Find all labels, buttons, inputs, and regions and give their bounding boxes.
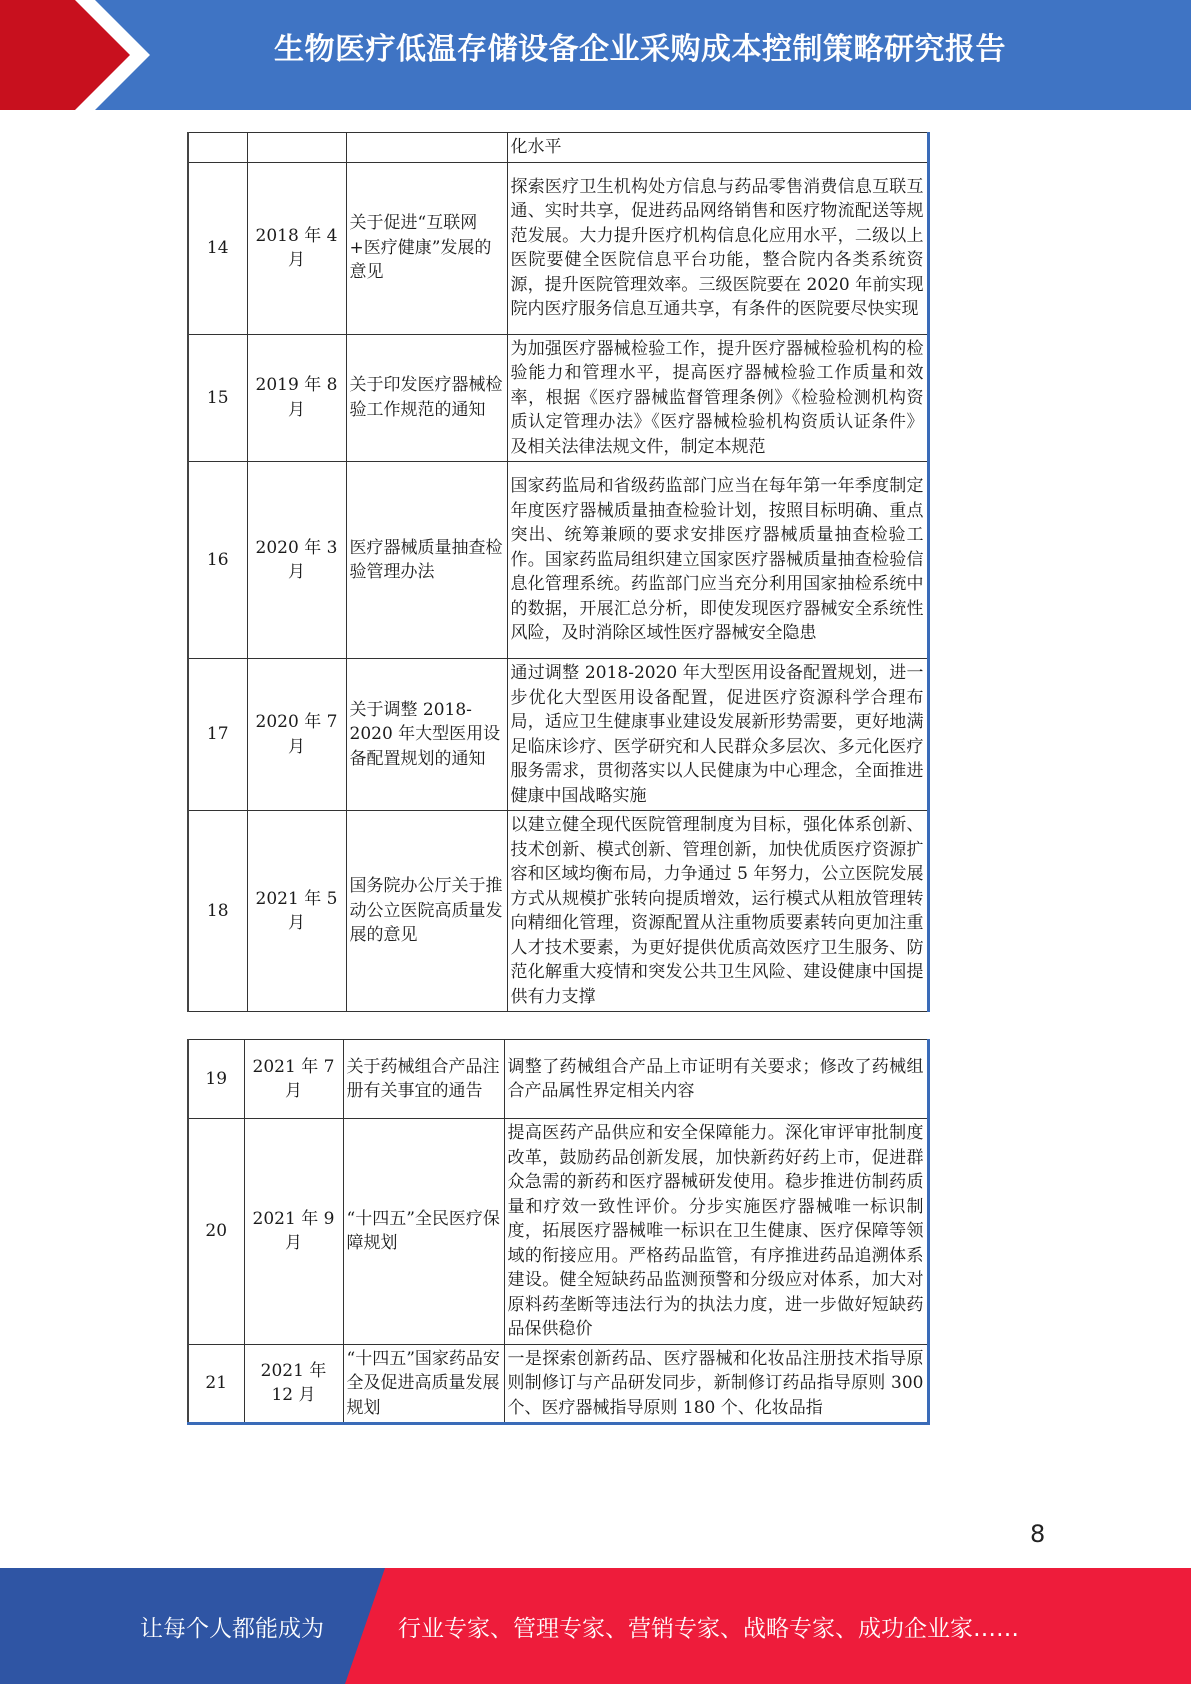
table-row: [188, 1119, 928, 1345]
row-number: 19: [188, 1040, 244, 1119]
row-content: 调整了药械组合产品上市证明有关要求；修改了药械组合产品属性界定相关内容: [504, 1040, 928, 1119]
row-policy-title: “十四五”全民医疗保障规划: [343, 1119, 504, 1345]
policy-table-part-1: [187, 132, 930, 1012]
row-content: 一是探索创新药品、医疗器械和化妆品注册技术指导原则制修订与产品研发同步，新制修订药品指导原则 300 个、医疗器械指导原则 180 个、化妆品指: [504, 1344, 928, 1424]
page-number: 8: [1030, 1520, 1046, 1548]
table-row: [188, 1344, 928, 1424]
row-date: 2018 年 4 月: [247, 162, 346, 334]
row-number: 21: [188, 1344, 244, 1424]
row-number: 15: [188, 334, 247, 462]
row-date: 2021 年 5 月: [247, 811, 346, 1012]
footer-slogan-left: 让每个人都能成为: [140, 1616, 324, 1642]
row-number: 20: [188, 1119, 244, 1345]
row-date: 2020 年 7 月: [247, 659, 346, 811]
row-number: 17: [188, 659, 247, 811]
row-date: 2019 年 8 月: [247, 334, 346, 462]
row-content: 国家药监局和省级药监部门应当在每年第一年季度制定年度医疗器械质量抽查检验计划，按照目标明确、重点突出、统筹兼顾的要求安排医疗器械质量抽查检验工作。国家药监局组织建立国家医疗器械质量抽查检验信息化管理系统。药监部门应当充分利用国家抽检系统中的数据，开展汇总分析，即使发现医疗器械安全系统性风险，及时消除区域性医疗器械安全隐患: [507, 462, 928, 659]
table-row: [188, 659, 928, 811]
row-date: 2021 年 7 月: [244, 1040, 343, 1119]
row-date: [247, 133, 346, 163]
page-footer: [0, 1568, 1191, 1684]
table-row: [188, 1040, 928, 1119]
row-policy-title: 国务院办公厅关于推动公立医院高质量发展的意见: [346, 811, 507, 1012]
page-header: [0, 0, 1191, 110]
header-chevron-graphic: [0, 0, 160, 110]
table-row: [188, 811, 928, 1012]
row-policy-title: 关于促进“互联网+医疗健康”发展的意见: [346, 162, 507, 334]
row-number: [188, 133, 247, 163]
row-number: 18: [188, 811, 247, 1012]
row-content: 以建立健全现代医院管理制度为目标，强化体系创新、技术创新、模式创新、管理创新，加快优质医疗资源扩容和区域均衡布局，力争通过 5 年努力，公立医院发展方式从规模扩张转向提质增效，运行模式从粗放管理转向精细化管理，资源配置从注重物质要素转向更加注重人才技术要素，为更好提供优质高效医疗卫生服务、防范化解重大疫情和突发公共卫生风险、建设健康中国提供有力支撑: [507, 811, 928, 1012]
row-policy-title: 医疗器械质量抽查检验管理办法: [346, 462, 507, 659]
row-content: 提高医药产品供应和安全保障能力。深化审评审批制度改革，鼓励药品创新发展，加快新药好药上市，促进群众急需的新药和医疗器械研发使用。稳步推进仿制药质量和疗效一致性评价。分步实施医疗器械唯一标识制度，拓展医疗器械唯一标识在卫生健康、医疗保障等领域的衔接应用。严格药品监管，有序推进药品追溯体系建设。健全短缺药品监测预警和分级应对体系，加大对原料药垄断等违法行为的执法力度，进一步做好短缺药品保供稳价: [504, 1119, 928, 1345]
row-number: 14: [188, 162, 247, 334]
table-row: [188, 162, 928, 334]
row-policy-title: [346, 133, 507, 163]
row-policy-title: “十四五”国家药品安全及促进高质量发展规划: [343, 1344, 504, 1424]
table-row: [188, 334, 928, 462]
row-date: 2020 年 3 月: [247, 462, 346, 659]
policy-table-part-2: [187, 1039, 930, 1425]
row-content: 探索医疗卫生机构处方信息与药品零售消费信息互联互通、实时共享，促进药品网络销售和医疗物流配送等规范发展。大力提升医疗机构信息化应用水平，二级以上医院要健全医院信息平台功能，整合院内各类系统资源，提升医院管理效率。三级医院要在 2020 年前实现院内医疗服务信息互通共享，有条件的医院要尽快实现: [507, 162, 928, 334]
row-content: 为加强医疗器械检验工作，提升医疗器械检验机构的检验能力和管理水平，提高医疗器械检验工作质量和效率，根据《医疗器械监督管理条例》《检验检测机构资质认定管理办法》《医疗器械检验机构资质认证条件》及相关法律法规文件，制定本规范: [507, 334, 928, 462]
row-content: 通过调整 2018-2020 年大型医用设备配置规划，进一步优化大型医用设备配置，促进医疗资源科学合理布局，适应卫生健康事业建设发展新形势需要，更好地满足临床诊疗、医学研究和人民群众多层次、多元化医疗服务需求，贯彻落实以人民健康为中心理念，全面推进健康中国战略实施: [507, 659, 928, 811]
table-row: [188, 462, 928, 659]
row-policy-title: 关于药械组合产品注册有关事宜的通告: [343, 1040, 504, 1119]
row-date: 2021 年 9 月: [244, 1119, 343, 1345]
report-title: 生物医疗低温存储设备企业采购成本控制策略研究报告: [274, 32, 1006, 67]
row-policy-title: 关于调整 2018-2020 年大型医用设备配置规划的通知: [346, 659, 507, 811]
table-row: [188, 133, 928, 163]
row-content: 化水平: [507, 133, 928, 163]
row-policy-title: 关于印发医疗器械检验工作规范的通知: [346, 334, 507, 462]
row-number: 16: [188, 462, 247, 659]
row-date: 2021 年 12 月: [244, 1344, 343, 1424]
footer-slogan-right: 行业专家、管理专家、营销专家、战略专家、成功企业家……: [398, 1616, 1019, 1642]
